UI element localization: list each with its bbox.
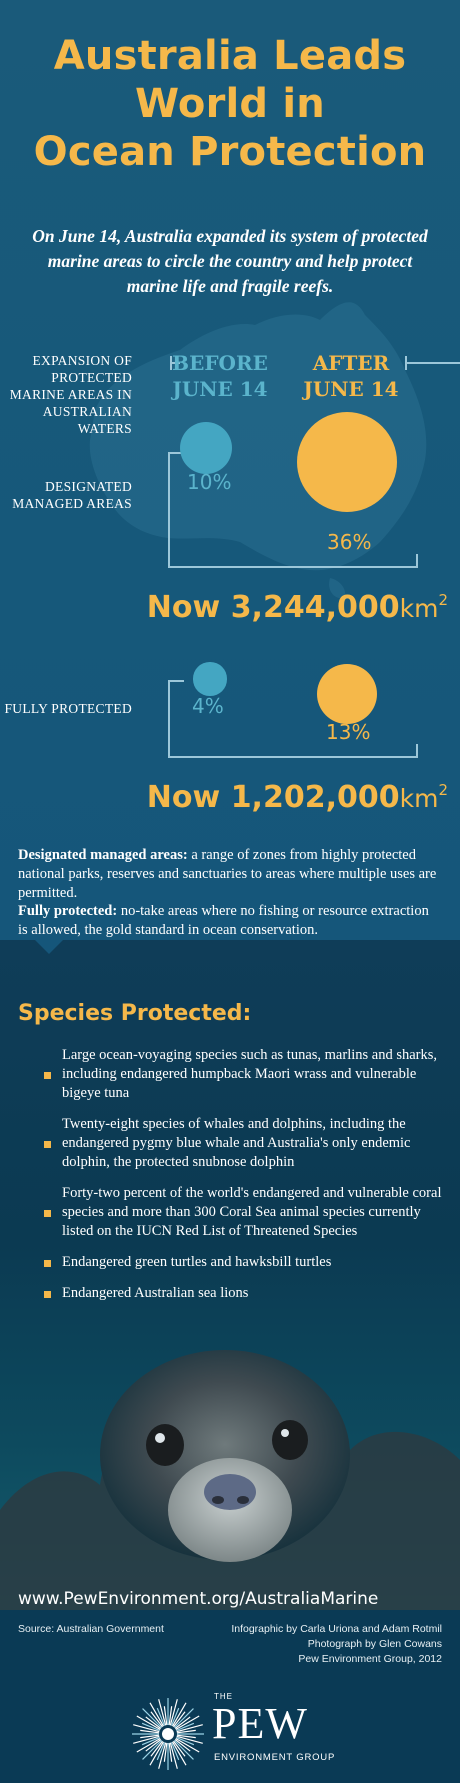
list-item bbox=[44, 1184, 444, 1241]
fully-bracket-bottom bbox=[168, 756, 418, 758]
after-line-2: JUNE 14 bbox=[303, 377, 399, 401]
credit-photograph: Photograph by Glen Cowans bbox=[307, 1638, 442, 1650]
fully-protected-label: FULLY PROTECTED bbox=[4, 701, 132, 716]
website-link[interactable]: www.PewEnvironment.org/AustraliaMarine bbox=[18, 1589, 379, 1609]
managed-after-pct: 36% bbox=[327, 530, 372, 554]
species-item-text: Large ocean-voyaging species such as tunas, marlins and sharks, including endangered humpback Maori wrass and vulnerable bigeye tuna bbox=[62, 1047, 438, 1101]
sea-lion-photo bbox=[0, 1270, 460, 1610]
species-item-text: Endangered Australian sea lions bbox=[62, 1285, 249, 1301]
credit-infographic: Infographic by Carla Uriona and Adam Rotmil bbox=[231, 1623, 442, 1635]
managed-now-value bbox=[147, 582, 448, 627]
list-item bbox=[44, 1046, 444, 1103]
logo-wordmark: PEW bbox=[212, 1699, 308, 1748]
credits bbox=[182, 1622, 442, 1667]
fully-now-unit: km bbox=[399, 784, 439, 813]
sunburst-center bbox=[162, 1728, 174, 1740]
fully-now-prefix: Now bbox=[146, 780, 221, 815]
before-heading bbox=[150, 350, 290, 402]
fully-after-pct: 13% bbox=[326, 720, 371, 744]
managed-now-unit: km bbox=[399, 594, 439, 623]
title-line-2: World in bbox=[135, 81, 325, 127]
after-heading bbox=[281, 350, 421, 402]
definition-managed-term: Designated managed areas: bbox=[18, 847, 188, 863]
managed-now-prefix: Now bbox=[146, 590, 221, 625]
bullet-icon bbox=[44, 1141, 51, 1148]
bullet-icon bbox=[44, 1260, 51, 1267]
species-section bbox=[0, 940, 460, 1610]
definition-fully-term: Fully protected: bbox=[18, 903, 118, 919]
fully-now-number: 1,202,000 bbox=[230, 780, 400, 815]
fully-bracket-top bbox=[168, 680, 184, 682]
title-line-1: Australia Leads bbox=[53, 33, 407, 79]
title-line-3: Ocean Protection bbox=[33, 129, 427, 175]
bullet-icon bbox=[44, 1210, 51, 1217]
expansion-label: EXPANSION OF PROTECTED MARINE AREAS IN AUSTRALIAN WATERS bbox=[9, 353, 132, 436]
section-notch bbox=[35, 940, 63, 954]
managed-now-number: 3,244,000 bbox=[230, 590, 400, 625]
species-title: Species Protected: bbox=[18, 1001, 252, 1026]
definition-managed-text: a range of zones from highly protected national parks, reserves and sanctuaries to areas where multiple uses are permitted. bbox=[18, 847, 437, 901]
definition-fully bbox=[18, 902, 442, 940]
footer bbox=[0, 1610, 460, 1783]
managed-after-circle bbox=[297, 412, 397, 512]
fully-before-pct: 4% bbox=[192, 694, 224, 718]
managed-bracket-end bbox=[416, 554, 418, 568]
managed-before-pct: 10% bbox=[187, 470, 232, 494]
fully-after-circle bbox=[317, 664, 377, 724]
source-text: Source: Australian Government bbox=[18, 1623, 164, 1635]
species-item-text: Endangered green turtles and hawksbill turtles bbox=[62, 1254, 332, 1270]
intro-text: On June 14, Australia expanded its system of protected marine areas to circle the country and help protect marine life and fragile reefs. bbox=[32, 226, 428, 296]
list-item bbox=[44, 1115, 444, 1172]
logo-subtitle: ENVIRONMENT GROUP bbox=[214, 1752, 336, 1763]
bullet-icon bbox=[44, 1072, 51, 1079]
species-item-text: Twenty-eight species of whales and dolphins, including the endangered pygmy blue whale and Australia's only endemic dolphin, the protected snubnose dolphin bbox=[62, 1116, 411, 1170]
before-line-2: JUNE 14 bbox=[172, 377, 268, 401]
definition-fully-text: no-take areas where no fishing or resource extraction is allowed, the gold standard in ocean conservation. bbox=[18, 903, 429, 938]
definition-managed bbox=[18, 846, 442, 903]
fully-before-circle bbox=[193, 662, 226, 695]
logo-the: THE bbox=[214, 1692, 233, 1701]
species-item-text: Forty-two percent of the world's endangered and vulnerable coral species and more than 300 Coral Sea animal species currently listed on the IUCN Red List of Threatened Species bbox=[62, 1185, 442, 1239]
managed-bracket-bottom bbox=[168, 566, 418, 568]
fully-bracket-v bbox=[168, 680, 170, 758]
fully-bracket-end bbox=[416, 744, 418, 758]
managed-areas-label: DESIGNATED MANAGED AREAS bbox=[12, 479, 132, 511]
managed-bracket-v bbox=[168, 452, 170, 568]
after-line-1: AFTER bbox=[312, 351, 390, 375]
managed-now-exp: 2 bbox=[438, 591, 448, 609]
fully-now-value bbox=[147, 772, 448, 817]
fully-now-exp: 2 bbox=[438, 781, 448, 799]
page-title bbox=[0, 32, 460, 176]
before-line-1: BEFORE bbox=[172, 351, 268, 375]
credit-organization: Pew Environment Group, 2012 bbox=[298, 1653, 442, 1665]
